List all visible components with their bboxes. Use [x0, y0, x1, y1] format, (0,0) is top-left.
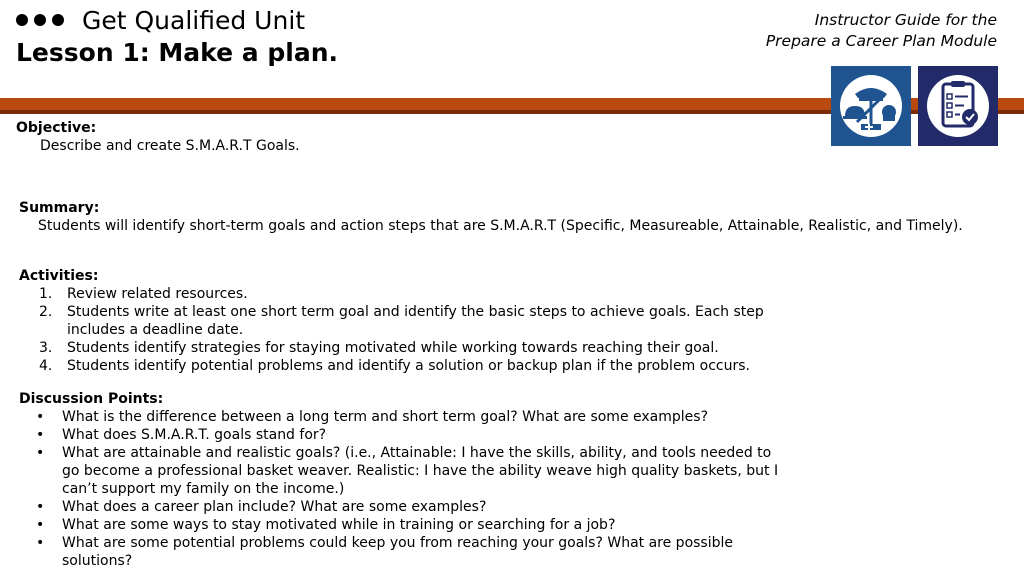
bullet-icon: •: [36, 427, 45, 443]
list-item: [19, 444, 778, 498]
dot-icon: [52, 14, 64, 26]
objective-heading: Objective:: [16, 120, 97, 136]
discussion-line: What are some ways to stay motivated while in training or searching for a job?: [62, 517, 616, 533]
guide-line-1: Instructor Guide for the: [814, 11, 997, 29]
dot-icon: [16, 14, 28, 26]
summary-text: Students will identify short-term goals and action steps that are S.M.A.R.T (Specific, Measureable, Attainable, Realistic, and Timely).: [38, 218, 963, 234]
activity-line: Students identify strategies for staying motivated while working towards reaching their goal.: [67, 340, 719, 356]
list-item: [19, 285, 764, 303]
discussion-line: What are attainable and realistic goals? (i.e., Attainable: I have the skills, ability, and tools needed to: [62, 445, 772, 461]
dot-icon: [34, 14, 46, 26]
discussion-line: What does a career plan include? What are some examples?: [62, 499, 487, 515]
activity-line: Students identify potential problems and identify a solution or backup plan if the problem occurs.: [67, 358, 750, 374]
summary-heading: Summary:: [19, 200, 100, 216]
bullet-icon: •: [36, 409, 45, 425]
activity-line: Review related resources.: [67, 286, 248, 302]
activities-heading: Activities:: [19, 268, 99, 284]
unit-title: Get Qualified Unit: [82, 6, 306, 35]
list-number: 4.: [39, 358, 53, 374]
bullet-icon: •: [36, 517, 45, 533]
discussion-line: solutions?: [62, 553, 133, 569]
activity-line: includes a deadline date.: [67, 322, 244, 338]
bullet-icon: •: [36, 445, 45, 461]
careers-collage-icon: [831, 66, 911, 146]
discussion-line: What are some potential problems could keep you from reaching your goals? What are possible: [62, 535, 734, 551]
discussion-line: What is the difference between a long term and short term goal? What are some examples?: [62, 409, 708, 425]
discussion-line: go become a professional basket weaver. Realistic: I have the ability weave high quality baskets, but I: [62, 463, 779, 479]
decorative-dots: [16, 14, 64, 26]
list-number: 1.: [39, 286, 53, 302]
discussion-list: [19, 408, 778, 570]
guide-line-2: Prepare a Career Plan Module: [765, 32, 997, 50]
list-item: [19, 426, 778, 444]
discussion-line: What does S.M.A.R.T. goals stand for?: [62, 427, 327, 443]
list-item: [19, 408, 778, 426]
checklist-clipboard-icon: [918, 66, 998, 146]
discussion-line: can’t support my family on the income.): [62, 481, 345, 497]
activities-list: [19, 285, 764, 375]
list-item: [19, 303, 764, 339]
activity-line: Students write at least one short term goal and identify the basic steps to achieve goals. Each step: [67, 304, 764, 320]
list-number: 2.: [39, 304, 53, 320]
list-item: [19, 516, 778, 534]
instructor-guide-label: [766, 10, 997, 52]
lesson-title: Lesson 1: Make a plan.: [16, 38, 338, 67]
objective-text: Describe and create S.M.A.R.T Goals.: [40, 138, 300, 154]
list-item: [19, 498, 778, 516]
discussion-heading: Discussion Points:: [19, 391, 164, 407]
bullet-icon: •: [36, 499, 45, 515]
list-item: [19, 339, 764, 357]
bullet-icon: •: [36, 535, 45, 551]
list-item: [19, 534, 778, 570]
list-item: [19, 357, 764, 375]
list-number: 3.: [39, 340, 53, 356]
